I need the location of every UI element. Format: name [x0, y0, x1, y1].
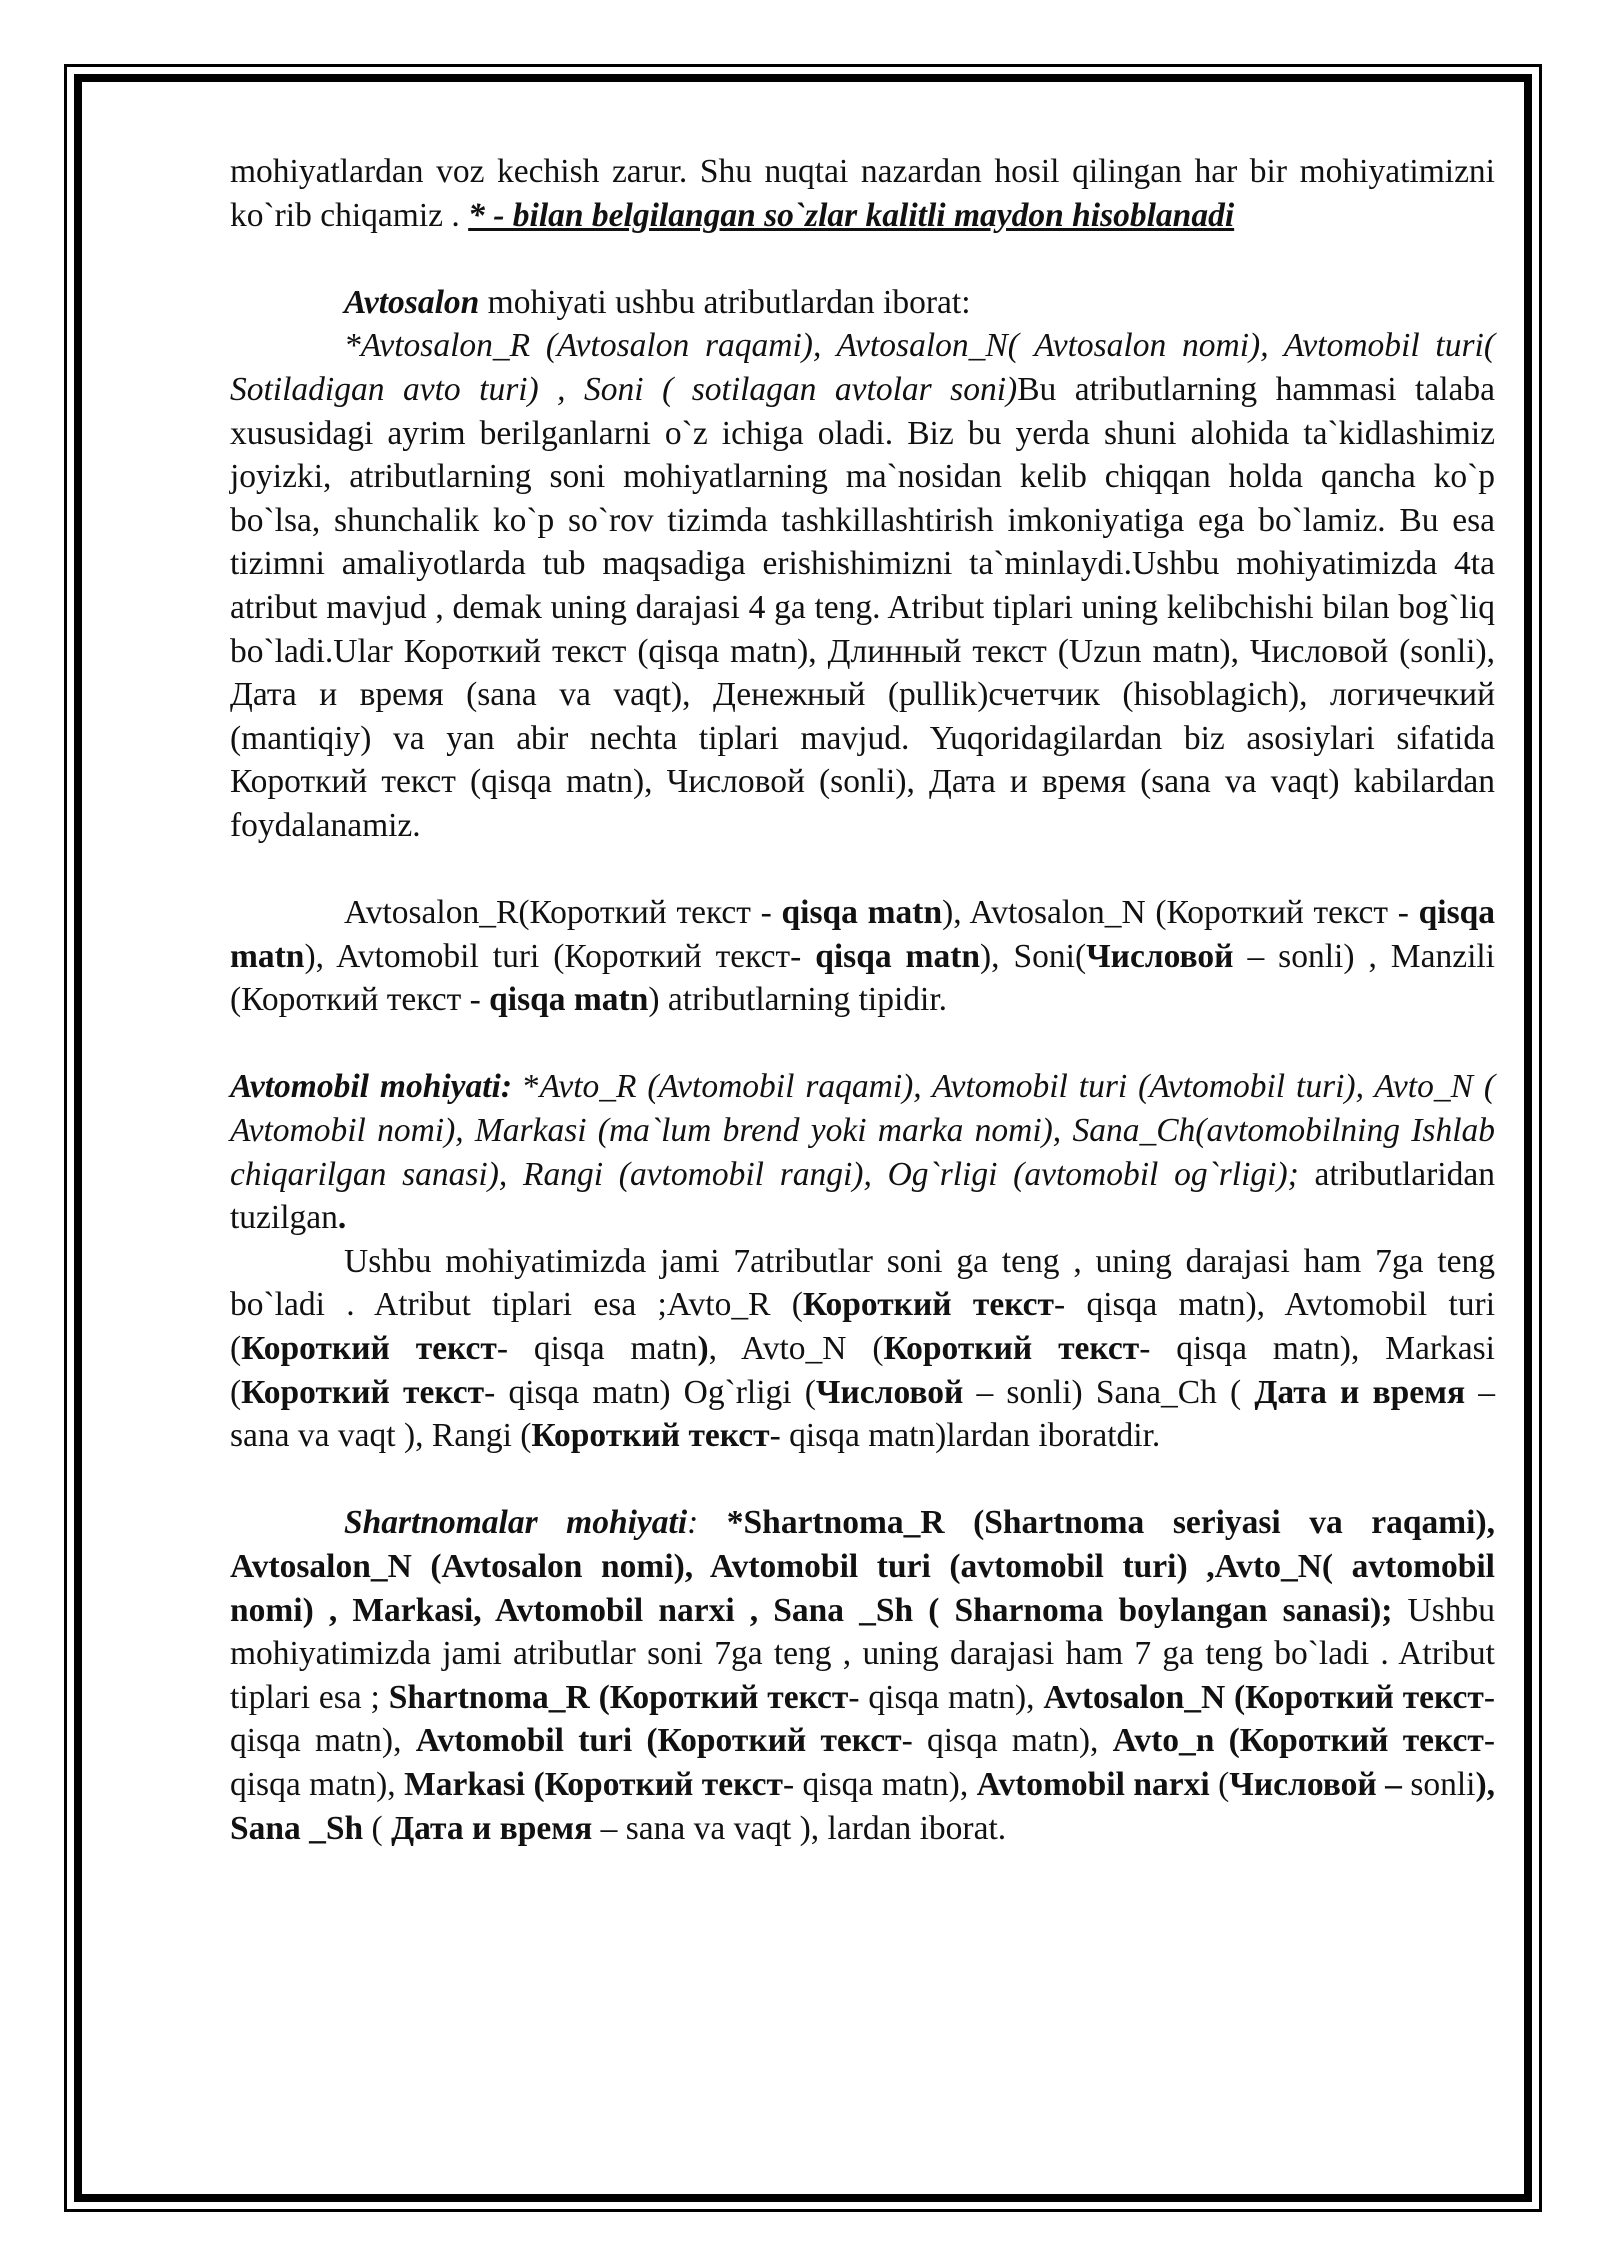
paragraph-intro	[230, 150, 1495, 237]
text-run: (	[363, 1809, 392, 1847]
avtosalon-attribute-list: *Avtosalon_R (Avtosalon raqami), Avtosalon_N( Avtosalon nomi), Avtomobil turi( Sotiladigan avto turi) , Soni ( sotilagan avtolar soni)	[230, 327, 1495, 408]
bold-run: ), Sana _Sh	[230, 1765, 1496, 1847]
paragraph-avtosalon-heading	[230, 281, 1495, 325]
bold-run: Короткий текст	[531, 1417, 770, 1455]
bold-run: Числовой	[815, 1373, 964, 1411]
text-run: - qisqa matn),	[848, 1678, 1044, 1716]
paragraph-avtosalon-types	[230, 891, 1495, 1022]
entity-name-avtomobil: Avtomobil mohiyati:	[230, 1068, 513, 1106]
bold-run: Avtomobil turi (Короткий текст	[415, 1722, 902, 1760]
bold-run: .	[337, 1199, 347, 1237]
bold-run: Shartnoma_R (Короткий текст	[388, 1678, 849, 1716]
bold-run: Avtomobil narxi	[976, 1765, 1210, 1803]
intro-text: mohiyatlardan voz kechish zarur. Shu nuqtai nazardan hosil qilingan har bir mohiyatimizni ko`rib chiqamiz .	[230, 153, 1495, 234]
text-run: ), Avtosalon_N (Короткий текст -	[942, 894, 1419, 932]
text-run: – sana va vaqt ), lardan iborat.	[592, 1809, 1007, 1847]
bold-run: Короткий текст	[241, 1330, 497, 1368]
document-body	[230, 150, 1495, 1850]
text-run: ) atributlarning tipidir.	[648, 981, 947, 1019]
shartnoma-attribute-list: *Shartnoma_R (Shartnoma seriyasi va raqami), Avtosalon_N (Avtosalon nomi), Avtomobil turi (avtomobil turi) ,Avto_N( avtomobil nomi) , Markasi, Avtomobil narxi , Sana _Sh ( Sharnoma boylangan sanasi);	[230, 1504, 1496, 1629]
bold-run: Дата и время	[1254, 1373, 1466, 1411]
text-run: - qisqa matn) Og`rligi (	[484, 1373, 816, 1411]
bold-run: Короткий текст	[883, 1330, 1140, 1368]
paragraph-avtomobil-types	[230, 1240, 1495, 1458]
text-run: - qisqa matn), Markasi (	[230, 1330, 1495, 1411]
bold-run: Markasi (Короткий текст	[404, 1765, 783, 1803]
blank-line	[230, 848, 1495, 892]
bold-run: Короткий текст	[802, 1286, 1055, 1324]
text-run: Avtosalon_R(Короткий текст -	[344, 894, 782, 932]
bold-run: Короткий текст	[241, 1373, 485, 1411]
text-run: Ushbu mohiyatimizda jami 7atributlar soni ga teng , uning darajasi ham 7ga teng bo`ladi . Atribut tiplari esa ;Avto_R (	[230, 1242, 1495, 1324]
text-run: - qisqa matn),	[230, 1722, 1495, 1803]
text-run: – sana va vaqt ), Rangi (	[230, 1373, 1495, 1455]
bold-run: qisqa matn	[230, 894, 1495, 975]
text-run: – sonli) , Manzili (Короткий текст -	[230, 937, 1495, 1019]
text-run: sonli	[1401, 1765, 1476, 1803]
bold-run: qisqa matn	[815, 937, 980, 975]
text-run: - qisqa matn)lardan iboratdir.	[769, 1417, 1161, 1455]
avtosalon-heading-text: mohiyati ushbu atributlardan iborat:	[479, 283, 971, 321]
bold-run: Avto_n (Короткий текст	[1112, 1722, 1484, 1760]
text-run: *	[512, 1068, 540, 1106]
text-run: – sonli) Sana_Ch (	[963, 1373, 1255, 1411]
text-run: :	[687, 1504, 699, 1542]
text-run: - qisqa matn	[496, 1330, 698, 1368]
text-run: (	[1209, 1765, 1230, 1803]
text-run: ), Soni(	[980, 937, 1087, 975]
bold-run: Дата и время	[391, 1809, 593, 1847]
paragraph-avtosalon-attributes	[230, 324, 1495, 847]
key-field-note: * - bilan belgilangan so`zlar kalitli maydon hisoblanadi	[468, 196, 1235, 234]
bold-run: qisqa matn	[781, 894, 943, 932]
paragraph-avtomobil-attributes	[230, 1065, 1495, 1239]
text-run: - qisqa matn),	[782, 1765, 977, 1803]
blank-line	[230, 1458, 1495, 1502]
avtosalon-description: Bu atributlarning hammasi talaba xususidagi ayrim berilganlarni o`z ichiga oladi. Biz bu yerda shuni alohida ta`kidlashimiz joyizki, atributlarning soni mohiyatlarning ma`nosidan kelib chiqqan holda qancha ko`p bo`lsa, shunchalik ko`p so`rov tizimda tashkillashtirish imkoniyatiga ega bo`lamiz. Bu esa tizimni amaliyotlarda tub maqsadiga erishishimizni ta`minlaydi.Ushbu mohiyatimizda 4ta atribut mavjud , demak uning darajasi 4 ga teng. Atribut tiplari uning kelibchishi bilan bog`liq bo`ladi.Ular Короткий текст (qisqa matn), Длинный текст (Uzun matn), Числовой (sonli), Дата и время (sana va vaqt), Денежный (pullik)счетчик (hisoblagich), логичечкий (mantiqiy) va yan abir nechta tiplari mavjud. Yuqoridagilardan biz asosiylari sifatida Короткий текст (qisqa matn), Числовой (sonli), Дата и время (sana va vaqt) kabilardan foydalanamiz.	[230, 370, 1495, 844]
text-run: - qisqa matn), Avtomobil turi (	[230, 1286, 1495, 1368]
entity-name-shartnoma: Shartnomalar mohiyati	[344, 1504, 688, 1542]
text-run: , Avto_N (	[708, 1330, 884, 1368]
text-run: atributlaridan tuzilgan	[230, 1155, 1495, 1237]
text-run: Ushbu mohiyatimizda jami atributlar soni 7ga teng , uning darajasi ham 7 ga teng bo`ladi . Atribut tiplari esa ;	[230, 1591, 1495, 1716]
bold-run: Числовой –	[1229, 1765, 1402, 1803]
bold-run: Числовой	[1086, 937, 1234, 975]
text-run: - qisqa matn),	[230, 1678, 1495, 1760]
blank-line	[230, 1022, 1495, 1066]
text-run: - qisqa matn),	[901, 1722, 1113, 1760]
blank-line	[230, 237, 1495, 281]
bold-run: Avtosalon_N (Короткий текст	[1043, 1678, 1484, 1716]
avtomobil-attribute-list: Avto_R (Avtomobil raqami), Avtomobil turi (Avtomobil turi), Avto_N ( Avtomobil nomi), Markasi (ma`lum brend yoki marka nomi), Sana_Ch(avtomobilning Ishlab chiqarilgan sanasi), Rangi (avtomobil rangi), Og`rligi (avtomobil og`rligi);	[230, 1068, 1496, 1193]
entity-name-avtosalon: Avtosalon	[344, 283, 480, 321]
paragraph-shartnoma	[230, 1501, 1495, 1850]
bold-run: qisqa matn	[489, 981, 649, 1019]
bold-run: )	[697, 1330, 709, 1368]
text-run: ), Avtomobil turi (Короткий текст-	[304, 937, 816, 975]
